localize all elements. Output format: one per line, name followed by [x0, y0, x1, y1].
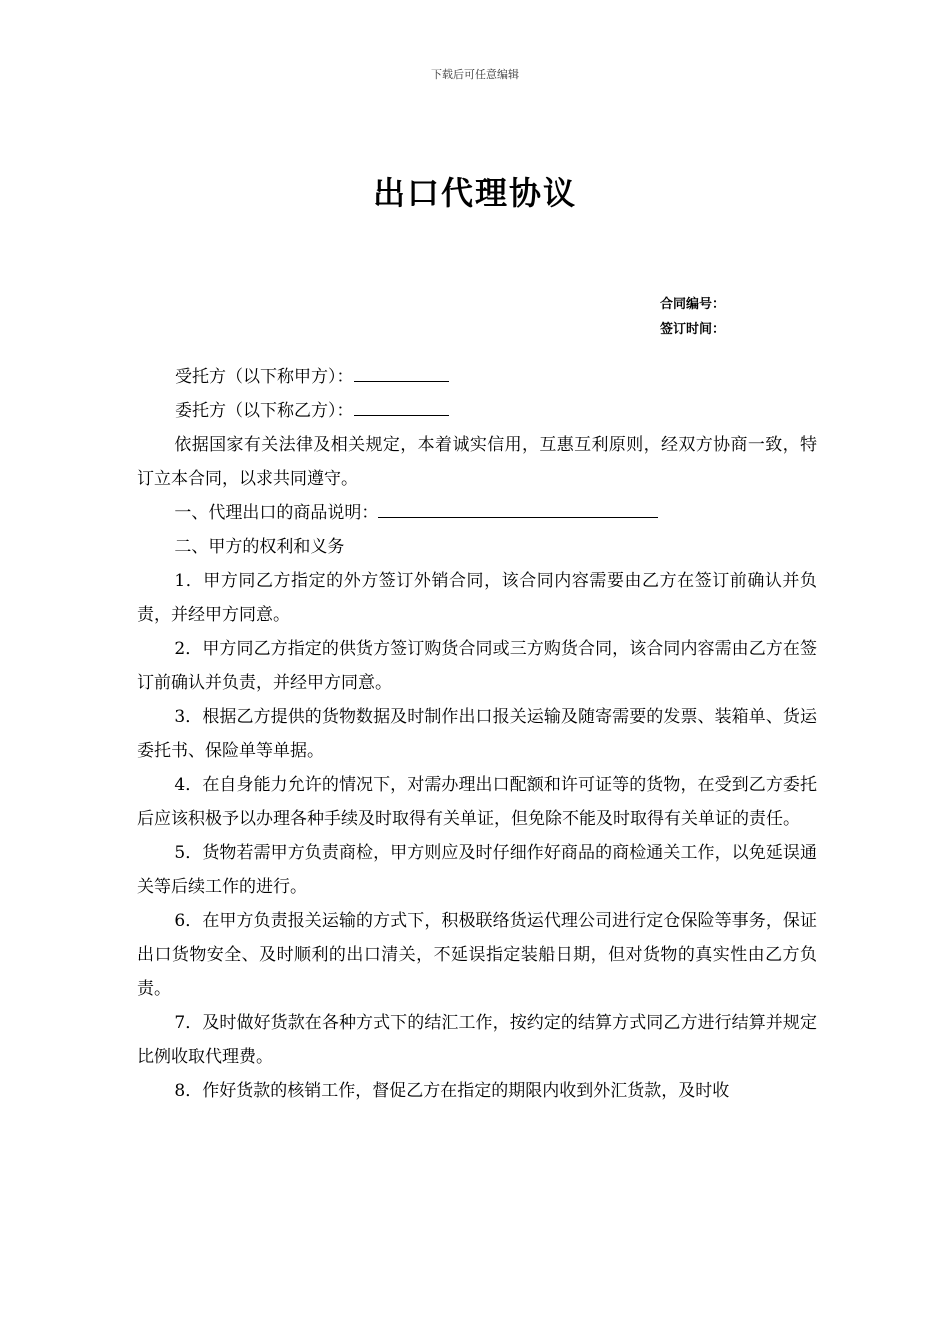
- clause-5: 5．货物若需甲方负责商检，甲方则应及时仔细作好商品的商检通关工作，以免延误通关等后续工作的进行。: [137, 843, 817, 897]
- clause-6: 6．在甲方负责报关运输的方式下，积极联络货运代理公司进行定仓保险等事务，保证出口货物安全、及时顺利的出口清关，不延误指定装船日期，但对货物的真实性由乙方负责。: [137, 911, 817, 999]
- intro-paragraph: 依据国家有关法律及相关规定，本着诚实信用，互惠互利原则，经双方协商一致，特订立本合同，以求共同遵守。: [137, 435, 817, 489]
- clause-4: 4．在自身能力允许的情况下，对需办理出口配额和许可证等的货物，在受到乙方委托后应该积极予以办理各种手续及时取得有关单证，但免除不能及时取得有关单证的责任。: [137, 775, 817, 829]
- contract-number-label: 合同编号：: [660, 297, 726, 312]
- clause-7: 7．及时做好货款在各种方式下的结汇工作，按约定的结算方式同乙方进行结算并规定比例收取代理费。: [137, 1013, 817, 1067]
- clause-8: 8．作好货款的核销工作，督促乙方在指定的期限内收到外汇货款，及时收: [174, 1081, 730, 1101]
- section-2-heading: 二、甲方的权利和义务: [174, 537, 345, 557]
- party-a-line: [137, 360, 855, 394]
- party-b-line: [137, 394, 855, 428]
- sign-time-label: 签订时间：: [660, 322, 726, 337]
- party-a-label: 受托方（以下称甲方）：: [175, 367, 354, 387]
- goods-description-blank: [378, 499, 658, 518]
- clause-2: 2．甲方同乙方指定的供货方签订购货合同或三方购货合同，该合同内容需由乙方在签订前确认并负责，并经甲方同意。: [137, 639, 817, 693]
- body-content: [137, 428, 817, 1108]
- header-note: 下载后可任意编辑: [431, 68, 519, 81]
- party-b-blank: [354, 397, 449, 416]
- clause-1: 1．甲方同乙方指定的外方签订外销合同，该合同内容需要由乙方在签订前确认并负责，并经甲方同意。: [137, 571, 817, 625]
- section-1-heading: [137, 496, 817, 530]
- clause-3: 3．根据乙方提供的货物数据及时制作出口报关运输及随寄需要的发票、装箱单、货运委托书、保险单等单据。: [137, 707, 817, 761]
- section-1-label: 一、代理出口的商品说明：: [174, 503, 379, 523]
- party-a-blank: [354, 363, 449, 382]
- party-b-label: 委托方（以下称乙方）：: [175, 401, 354, 421]
- document-title: 出口代理协议: [372, 174, 577, 212]
